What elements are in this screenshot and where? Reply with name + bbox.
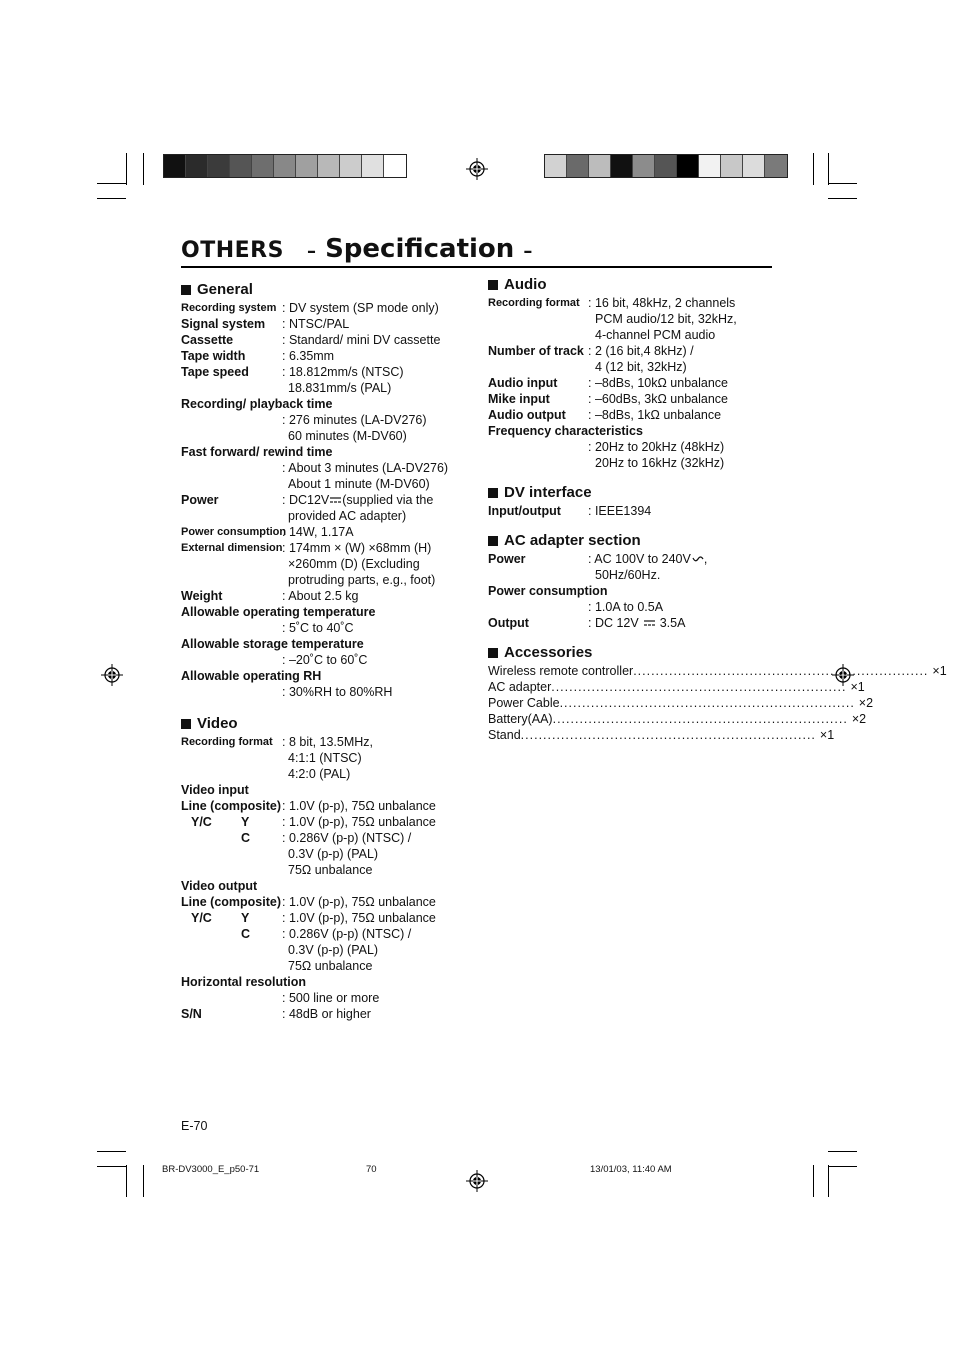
right-column: Audio Recording format : 16 bit, 48kHz, 2 channels PCM audio/12 bit, 32kHz, 4-channel PCM audio Number of track : 2 (16 bit,4 8kHz) / 4 (12 bit, 32kHz) Audio input : –8dBs, 10kΩ unbalance Mike input : –60dBs, 3kΩ unbalance Audio output : –8dBs, 1kΩ unbalance Frequency characteristics : 20Hz to 20kHz (48kHz) 20Hz to 16kHz (32kHz) DV interface Input/output : IEEE1394 AC adapter section Power : AC 100V to 240V , 50Hz/60Hz. Power consumption : 1.0A to 0.5A Output : DC 12V 3.5A Accessories Wireless remote controller .................................................................. ×1 AC adapter .................................................................. ×1 Power Cable .................................................................. ×2 Battery(AA) .................................................................. ×2 Stand .................................................................. ×1 bbox=[488, 276, 947, 742]
spec-row-video-input: Video input bbox=[181, 783, 249, 797]
spec-row-external-dimension: External dimension : 174mm × (W) ×68mm (H) bbox=[181, 541, 432, 555]
color-swatch bbox=[362, 155, 384, 177]
spec-row-audio-recording-format: Recording format : 16 bit, 48kHz, 2 channels bbox=[488, 296, 736, 310]
list-item: Stand .................................................................. ×1 bbox=[488, 728, 835, 742]
spec-row-audio-input: Audio input : –8dBs, 10kΩ unbalance bbox=[488, 376, 728, 390]
list-item: AC adapter .................................................................. ×1 bbox=[488, 680, 865, 694]
spec-row-horizontal-resolution: Horizontal resolution bbox=[181, 975, 306, 989]
spec-row-weight: Weight : About 2.5 kg bbox=[181, 589, 359, 603]
color-swatch bbox=[765, 155, 787, 177]
color-swatch bbox=[186, 155, 208, 177]
spec-row-ac-power: Power : AC 100V to 240V , bbox=[488, 552, 708, 566]
general-heading: General bbox=[181, 280, 471, 300]
title-rule bbox=[181, 266, 772, 268]
accessories-list bbox=[488, 663, 947, 743]
spec-row-ff-rewind: Fast forward/ rewind time bbox=[181, 445, 333, 459]
spec-row-output-y: Y/C Y : 1.0V (p-p), 75Ω unbalance bbox=[191, 911, 436, 925]
spec-row-tape-speed: Tape speed : 18.812mm/s (NTSC) bbox=[181, 365, 404, 379]
square-bullet-icon bbox=[488, 280, 498, 290]
color-swatch bbox=[384, 155, 406, 177]
page-title-text: Specification bbox=[325, 234, 515, 264]
spec-row-audio-output: Audio output : –8dBs, 1kΩ unbalance bbox=[488, 408, 722, 422]
registration-mark-icon bbox=[101, 664, 123, 686]
spec-row-signal-system: Signal system : NTSC/PAL bbox=[181, 317, 350, 331]
spec-row-video-recording-format: Recording format : 8 bit, 13.5MHz, bbox=[181, 735, 374, 749]
crop-mark bbox=[97, 198, 126, 199]
spec-row-operating-temperature: Allowable operating temperature bbox=[181, 605, 376, 619]
dc-symbol-icon bbox=[330, 495, 341, 505]
spec-row-input-line: Line (composite) : 1.0V (p-p), 75Ω unbalance bbox=[181, 799, 436, 813]
spec-row-ac-power-consumption: Power consumption bbox=[488, 584, 608, 598]
crop-mark bbox=[828, 1151, 857, 1152]
color-swatch bbox=[164, 155, 186, 177]
crop-mark bbox=[97, 1151, 126, 1152]
color-swatch bbox=[318, 155, 340, 177]
crop-mark bbox=[97, 183, 126, 184]
square-bullet-icon bbox=[488, 488, 498, 498]
list-item: Battery(AA) .................................................................. ×2 bbox=[488, 712, 867, 726]
title-dash: – bbox=[523, 241, 533, 262]
square-bullet-icon bbox=[488, 536, 498, 546]
color-swatch bbox=[589, 155, 611, 177]
page-title bbox=[307, 234, 532, 264]
spec-row-ac-output: Output : DC 12V 3.5A bbox=[488, 616, 686, 630]
ac-adapter-heading: AC adapter section bbox=[488, 531, 778, 551]
page-number: E-70 bbox=[181, 1119, 208, 1133]
crop-mark bbox=[97, 1166, 126, 1167]
dc-symbol-icon bbox=[643, 618, 656, 628]
crop-mark bbox=[143, 153, 144, 185]
timestamp: 13/01/03, 11:40 AM bbox=[590, 1164, 672, 1175]
crop-mark bbox=[813, 153, 814, 185]
color-bar-right bbox=[544, 154, 788, 178]
crop-mark bbox=[126, 1165, 127, 1197]
crop-mark bbox=[828, 153, 829, 185]
color-swatch bbox=[677, 155, 699, 177]
color-swatch bbox=[208, 155, 230, 177]
section-label: OTHERS bbox=[181, 238, 284, 263]
spec-row-operating-rh: Allowable operating RH bbox=[181, 669, 322, 683]
color-swatch bbox=[567, 155, 589, 177]
dv-interface-heading: DV interface bbox=[488, 483, 778, 503]
file-name: BR-DV3000_E_p50-71 bbox=[162, 1164, 260, 1175]
spec-row-tape-width: Tape width : 6.35mm bbox=[181, 349, 335, 363]
spec-row-cassette: Cassette : Standard/ mini DV cassette bbox=[181, 333, 441, 347]
color-swatch bbox=[743, 155, 765, 177]
spec-row-storage-temperature: Allowable storage temperature bbox=[181, 637, 364, 651]
color-swatch bbox=[340, 155, 362, 177]
square-bullet-icon bbox=[181, 285, 191, 295]
crop-mark bbox=[143, 1165, 144, 1197]
spec-row-input-output: Input/output : IEEE1394 bbox=[488, 504, 652, 518]
spec-row-input-y: Y/C Y : 1.0V (p-p), 75Ω unbalance bbox=[191, 815, 436, 829]
spec-row-power-consumption: Power consumption : 14W, 1.17A bbox=[181, 525, 354, 539]
spec-row-sn: S/N : 48dB or higher bbox=[181, 1007, 371, 1021]
accessories-heading: Accessories bbox=[488, 643, 778, 663]
crop-mark bbox=[813, 1165, 814, 1197]
spec-row-number-of-track: Number of track : 2 (16 bit,4 8kHz) / bbox=[488, 344, 694, 358]
sheet-number: 70 bbox=[366, 1164, 377, 1175]
crop-mark bbox=[828, 198, 857, 199]
color-swatch bbox=[633, 155, 655, 177]
color-swatch bbox=[296, 155, 318, 177]
video-heading: Video bbox=[181, 714, 471, 734]
spec-row-power: Power : DC12V (supplied via the bbox=[181, 493, 434, 507]
crop-mark bbox=[126, 153, 127, 185]
left-column: General Recording system : DV system (SP mode only) Signal system : NTSC/PAL Cassette : Standard/ mini DV cassette Tape width : 6.35mm Tape speed : 18.812mm/s (NTSC) 18.831mm/s (PAL) Recording/ playback time : 276 minutes (LA-DV276) 60 minutes (M-DV60) Fast forward/ rewind time : About 3 minutes (LA-DV276) About 1 minute (M-DV60) Power : DC12V (supplied via the provided AC adapter) Power consumption : 14W, 1.17A External dimension : 174mm × (W) ×68mm (H) ×260mm (D) (Excluding protruding parts, e.g., foot) Weight : About 2.5 kg Allowable operating temperature : 5˚C to 40˚C Allowable storage temperature : –20˚C to 60˚C Allowable operating RH : 30%RH to 80%RH Video Recording format : 8 bit, 13.5MHz, 4:1:1 (NTSC) 4:2:0 (PAL) Video input Line (composite) : 1.0V (p-p), 75Ω unbalance Y/C Y : 1.0V (p-p), 75Ω unbalance C : 0.286V (p-p) (NTSC) / 0.3V (p-p) (PAL) 75Ω unbalance Video output Line (composite) : 1.0V (p-p), 75Ω unbalance Y/C Y : 1.0V (p-p), 75Ω unbalance C : 0.286V (p-p) (NTSC) / 0.3V (p-p) (PAL) 75Ω unbalance Horizontal resolution : 500 line or more S/N : 48dB or higher bbox=[181, 280, 471, 1022]
color-swatch bbox=[230, 155, 252, 177]
crop-mark bbox=[828, 183, 857, 184]
spec-row-mike-input: Mike input : –60dBs, 3kΩ unbalance bbox=[488, 392, 728, 406]
list-item: Power Cable .................................................................. ×2 bbox=[488, 696, 874, 710]
color-swatch bbox=[655, 155, 677, 177]
crop-mark bbox=[828, 1165, 829, 1197]
audio-heading: Audio bbox=[488, 275, 778, 295]
spec-row-output-line: Line (composite) : 1.0V (p-p), 75Ω unbalance bbox=[181, 895, 436, 909]
color-bar-left bbox=[163, 154, 407, 178]
ac-symbol-icon bbox=[692, 554, 704, 564]
color-swatch bbox=[721, 155, 743, 177]
color-swatch bbox=[699, 155, 721, 177]
spec-row-frequency: Frequency characteristics bbox=[488, 424, 643, 438]
list-item: Wireless remote controller .................................................................. ×1 bbox=[488, 664, 947, 678]
square-bullet-icon bbox=[181, 719, 191, 729]
spec-row-output-c: C : 0.286V (p-p) (NTSC) / bbox=[241, 927, 412, 941]
crop-mark bbox=[828, 1166, 857, 1167]
color-swatch bbox=[611, 155, 633, 177]
spec-row-video-output: Video output bbox=[181, 879, 258, 893]
registration-mark-icon bbox=[466, 1170, 488, 1192]
color-swatch bbox=[274, 155, 296, 177]
registration-mark-icon bbox=[466, 158, 488, 180]
title-dash: – bbox=[307, 241, 316, 262]
spec-row-input-c: C : 0.286V (p-p) (NTSC) / bbox=[241, 831, 412, 845]
square-bullet-icon bbox=[488, 648, 498, 658]
spec-row-recording-playback: Recording/ playback time bbox=[181, 397, 333, 411]
color-swatch bbox=[252, 155, 274, 177]
color-swatch bbox=[545, 155, 567, 177]
spec-row-recording-system: Recording system : DV system (SP mode only) bbox=[181, 301, 439, 315]
